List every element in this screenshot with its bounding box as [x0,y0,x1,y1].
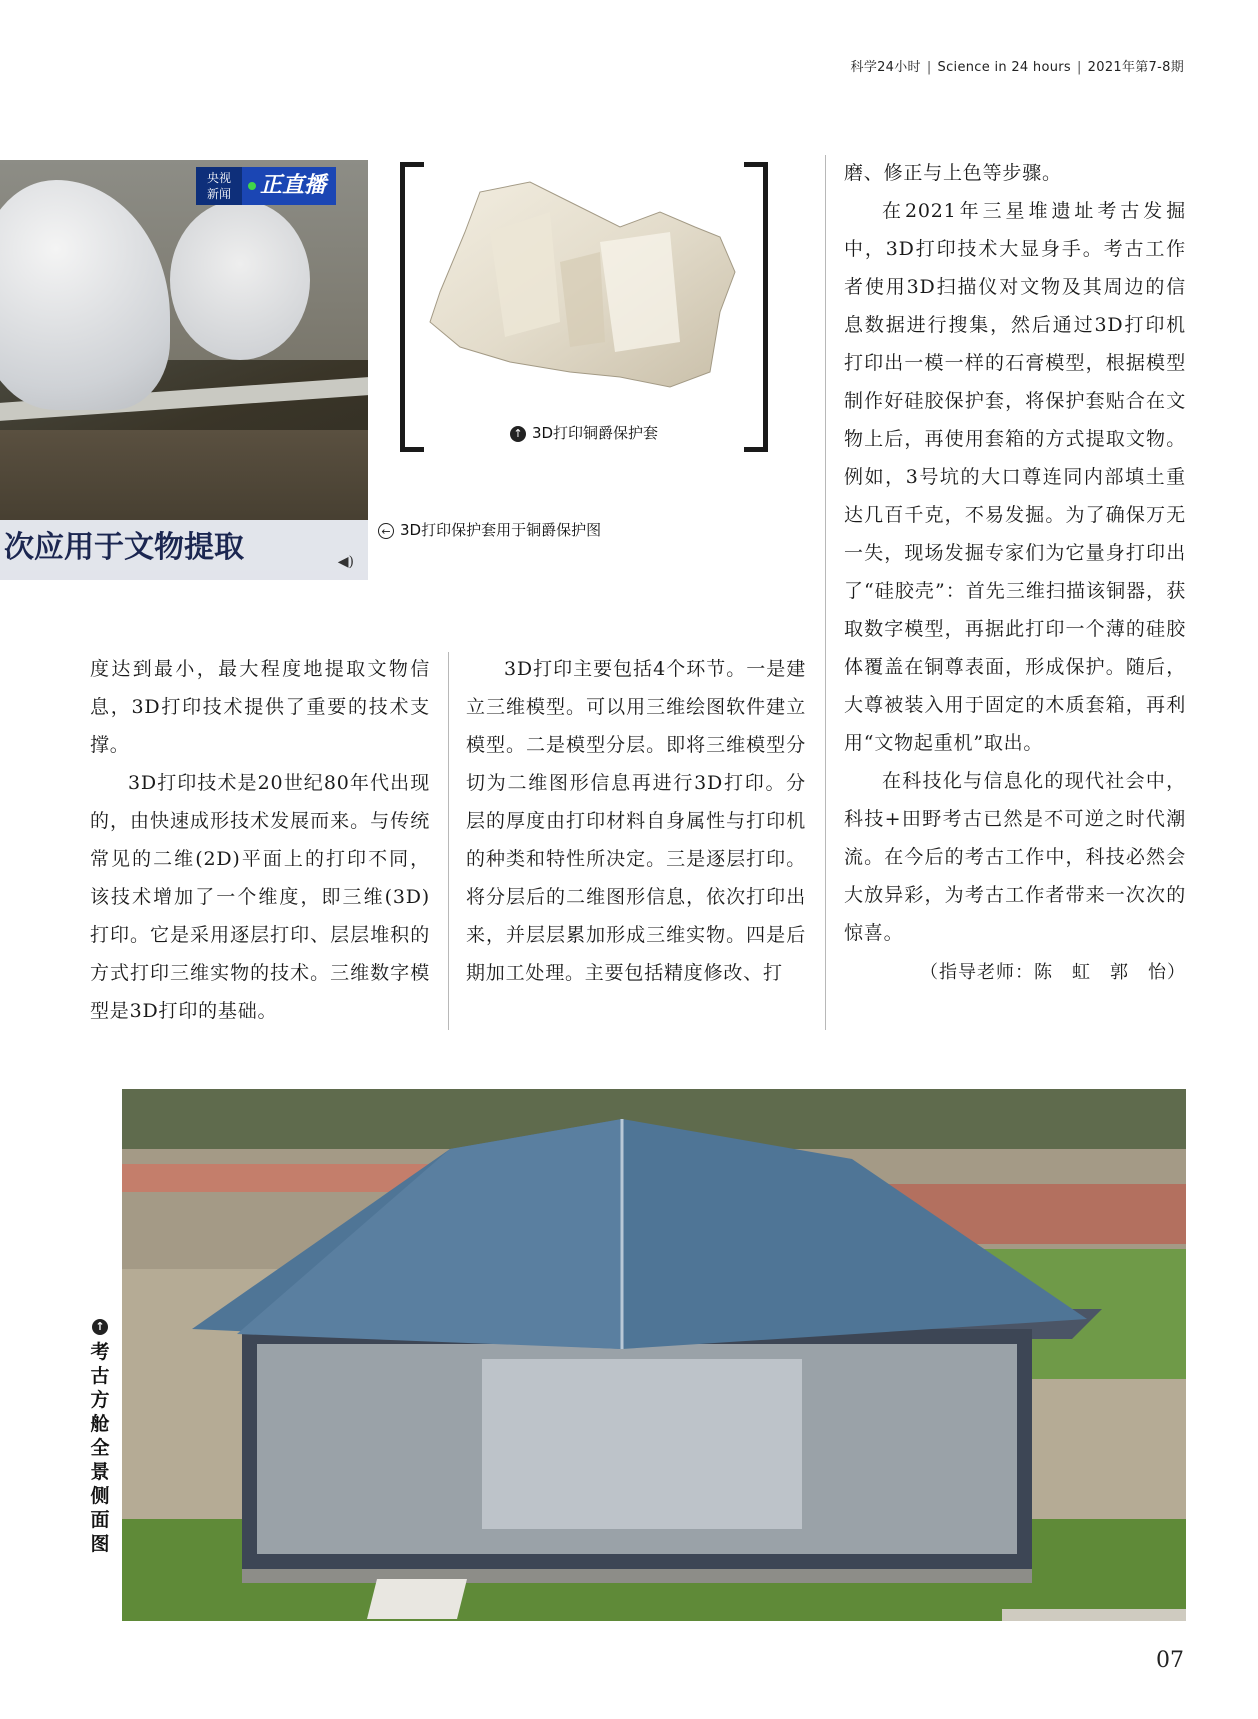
live-label: 正直播 [260,173,327,198]
paragraph: 在2021年三星堆遗址考古发掘中，3D打印技术大显身手。考古工作者使用3D扫描仪对文物及其周边的信息数据进行搜集，然后通过3D打印机打印出一模一样的石膏模型，根据模型制作好硅胶保护套，将保护套贴合在文物上后，再使用套箱的方式提取文物。例如，3号坑的大口尊连同内部填土重达几百千克，不易发掘。为了确保万无一失，现场发掘专家们为它量身打印出了“硅胶壳”：首先三维扫描该铜器，获取数字模型，再据此打印一个薄的硅胶体覆盖在铜尊表面，形成保护。随后，大尊被装入用于固定的木质套箱，再利用“文物起重机”取出。 [844,200,1186,754]
speaker-icon: ◀) [337,554,354,570]
cctv-live-logo [196,166,336,206]
archaeology-hall-photo [122,1089,1186,1621]
text-column-2 [466,650,806,992]
paragraph: 度达到最小，最大程度地提取文物信息，3D打印技术提供了重要的技术支撑。 [90,658,430,756]
arrow-left-icon: ← [378,523,394,539]
protect-caption-text: 3D打印保护套用于铜爵保护图 [400,521,602,539]
column-divider [825,155,826,1030]
magazine-english-name: Science in 24 hours [937,60,1071,75]
text-column-1 [90,650,430,1030]
column-divider [448,652,449,1030]
issue-label: 2021年第7-8期 [1087,60,1184,75]
arrow-up-icon: ↑ [510,426,526,442]
printed-cover-image [420,172,750,402]
magazine-name: 科学24小时 [850,60,921,75]
logo-top: 央视 [206,171,231,185]
text-column-3 [844,154,1186,992]
logo-bottom: 新闻 [206,187,231,201]
print-caption [400,422,768,443]
running-header: 科学24小时 | Science in 24 hours | 2021年第7-8期 [850,60,1184,75]
protect-caption [378,519,601,540]
advisor-signature: （指导老师：陈 虹 郭 怡） [920,962,1186,983]
print-figure [400,162,768,452]
video-caption: 次应用于文物提取 [0,520,368,580]
paragraph: 3D打印技术是20世纪80年代出现的，由快速成形技术发展而来。与传统常见的二维(2D)平面上的打印不同，该技术增加了一个维度，即三维(3D)打印。它是采用逐层打印、层层堆积的方式打印三维实物的技术。三维数字模型是3D打印的基础。 [90,772,430,1022]
arrow-up-icon: ↑ [92,1319,108,1335]
live-dot-icon [248,182,256,190]
page-number: 07 [1156,1648,1184,1673]
hall-caption-text: 考古方舱全景侧面图 [90,1341,110,1555]
news-video-still [0,160,368,580]
paragraph: 在科技化与信息化的现代社会中，科技+田野考古已然是不可逆之时代潮流。在今后的考古工作中，科技必然会大放异彩，为考古工作者带来一次次的惊喜。 [844,770,1186,944]
paragraph: 3D打印主要包括4个环节。一是建立三维模型。可以用三维绘图软件建立模型。二是模型分层。即将三维模型分切为二维图形信息再进行3D打印。分层的厚度由打印材料自身属性与打印机的种类和特性所决定。三是逐层打印。将分层后的二维图形信息，依次打印出来，并层层累加形成三维实物。四是后期加工处理。主要包括精度修改、打 [466,658,806,984]
hall-caption [88,1316,112,1556]
print-caption-text: 3D打印铜爵保护套 [531,424,659,442]
paragraph: 磨、修正与上色等步骤。 [844,162,1062,184]
